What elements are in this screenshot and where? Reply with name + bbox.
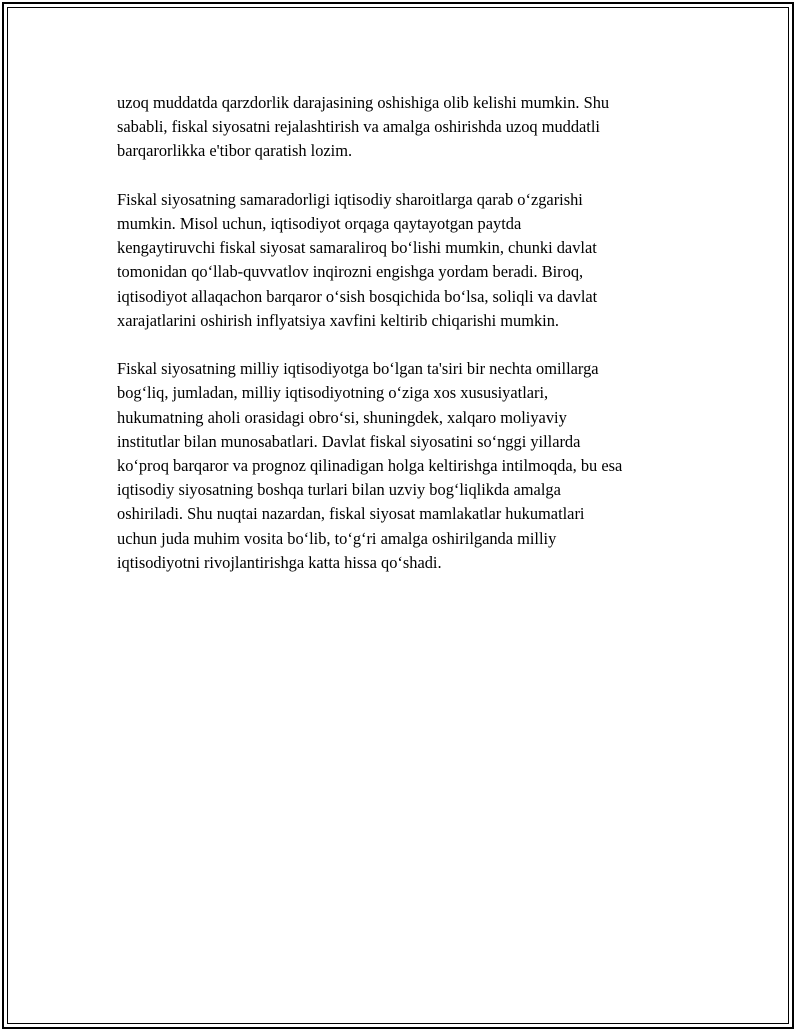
paragraph-3: Fiskal siyosatning milliy iqtisodiyotga bo‘lgan ta'siri bir nechta omillarga bog‘liq, jumladan, milliy iqtisodiyotning o‘ziga xos xususiyatlari, hukumatning aholi orasidagi obro‘si, shuningdek, xalqaro moliyaviy institutlar bilan munosabatlari. Davlat fiskal siyosatini so‘nggi yillarda ko‘proq barqaror va prognoz qilinadigan holga keltirishga intilmoqda, bu esa iqtisodiy siyosatning boshqa turlari bilan uzviy bog‘liqlikda amalga oshiriladi. Shu nuqtai nazardan, fiskal siyosat mamlakatlar hukumatlari uchun juda muhim vosita bo‘lib, to‘g‘ri amalga oshirilganda milliy iqtisodiyotni rivojlantirishga katta hissa qo‘shadi. — [117, 359, 623, 572]
paragraph-1: uzoq muddatda qarzdorlik darajasining oshishiga olib kelishi mumkin. Shu sababli, fiskal siyosatni rejalashtirish va amalga oshirishda uzoq muddatli barqarorlikka e'tibor qaratish lozim. — [117, 93, 610, 161]
paragraph-2: Fiskal siyosatning samaradorligi iqtisodiy sharoitlarga qarab o‘zgarishi mumkin. Misol uchun, iqtisodiyot orqaga qaytayotgan paytda kengaytiruvchi fiskal siyosat samaraliroq bo‘lishi mumkin, chunki davlat tomonidan qo‘llab-quvvatlov inqirozni engishga yordam beradi. Biroq, iqtisodiyot allaqachon barqaror o‘sish bosqichida bo‘lsa, soliqli va davlat xarajatlarini oshirish inflyatsiya xavfini keltirib chiqarishi mumkin. — [117, 189, 598, 330]
document-body — [117, 91, 692, 599]
